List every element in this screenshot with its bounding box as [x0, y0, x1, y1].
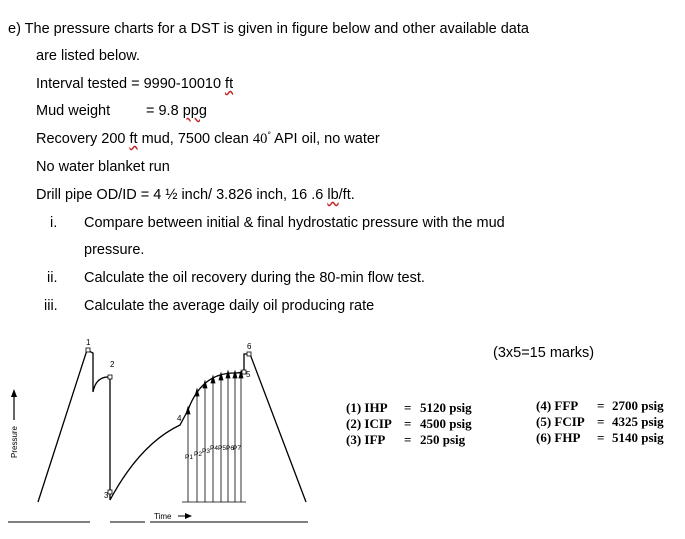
legend-ifp-value: 250 psig: [420, 432, 466, 447]
y-axis-label: Pressure: [10, 425, 19, 458]
point-label-2: 2: [110, 360, 115, 369]
pipe-a: Drill pipe OD/ID = 4 ½ inch/ 3.826 inch, 16 .6: [36, 187, 328, 203]
recovery-b: mud, 7500 clean: [137, 131, 253, 147]
flow-label-p3: P3: [202, 448, 210, 455]
flow-label-p7: P7: [233, 445, 241, 452]
flow-label-p4: P4: [210, 445, 218, 452]
task-number: iii.: [44, 298, 58, 314]
task-number: ii.: [47, 270, 58, 286]
point-1-marker: [86, 348, 90, 352]
recovery-c: API oil, no water: [270, 131, 380, 147]
legend-fcip-value: 4325 psig: [612, 414, 664, 429]
flow-label-p2: P2: [194, 451, 202, 458]
legend-fcip-eq: =: [597, 414, 605, 429]
recovery-ft: ft: [129, 131, 138, 147]
recovery-deg: 40: [252, 131, 268, 147]
legend-fhp-code: (6) FHP: [536, 430, 581, 445]
question-intro-line-2: are listed below.: [36, 48, 140, 64]
legend-ffp-code: (4) FFP: [536, 398, 579, 413]
y-axis-arrowhead: [11, 389, 17, 397]
interval-unit: ft: [225, 76, 234, 92]
legend-icip-value: 4500 psig: [420, 416, 472, 431]
point-6-marker: [247, 352, 251, 356]
x-axis-label: Time: [154, 512, 172, 521]
point-label-1: 1: [86, 338, 91, 347]
flow-arrows: [186, 371, 243, 502]
point-label-6: 6: [247, 342, 252, 351]
interval-label: Interval tested = 9990-10010: [36, 76, 226, 92]
mud-weight-label: Mud weight: [36, 103, 111, 119]
legend-ifp-eq: =: [404, 432, 412, 447]
recovery-a: Recovery 200: [36, 131, 130, 147]
legend-icip-code: (2) ICIP: [346, 416, 392, 431]
legend-ffp-value: 2700 psig: [612, 398, 664, 413]
task-number: i.: [50, 215, 58, 231]
point-label-5: 5: [246, 370, 251, 379]
legend-icip-eq: =: [404, 416, 412, 431]
flow-label-p6: P6: [226, 445, 234, 452]
point-3-marker: [108, 490, 112, 494]
legend-fhp-eq: =: [597, 430, 605, 445]
degree-mark: °: [267, 130, 271, 140]
task-text: Calculate the oil recovery during the 80-min flow test.: [84, 270, 425, 286]
point-label-3: 3: [104, 491, 109, 500]
legend-ihp-eq: =: [404, 400, 412, 415]
task-text: Compare between initial & final hydrostatic pressure with the mud: [84, 215, 505, 231]
task-text: Calculate the average daily oil producing rate: [84, 298, 375, 314]
point-2-marker: [108, 375, 112, 379]
marks-label: (3x5=15 marks): [493, 345, 595, 361]
water-blanket-line: No water blanket run: [36, 159, 170, 175]
pressure-curve: [38, 350, 306, 502]
flow-label-p5: P5: [218, 445, 226, 452]
pipe-b: /ft.: [338, 187, 355, 203]
mud-weight-eq: = 9.8: [146, 103, 183, 119]
legend-ffp-eq: =: [597, 398, 605, 413]
legend-ifp-code: (3) IFP: [346, 432, 386, 447]
point-label-4: 4: [177, 414, 182, 423]
legend-ihp-code: (1) IHP: [346, 400, 388, 415]
task-text-continued: pressure.: [84, 242, 145, 258]
legend-fhp-value: 5140 psig: [612, 430, 664, 445]
legend-ihp-value: 5120 psig: [420, 400, 472, 415]
flow-label-p1: P1: [185, 454, 193, 461]
pipe-unit: lb: [327, 187, 339, 203]
mud-weight-unit: ppg: [182, 103, 207, 119]
legend-fcip-code: (5) FCIP: [536, 414, 585, 429]
x-axis-arrowhead: [185, 513, 192, 519]
question-intro-line-1: e) The pressure charts for a DST is given in figure below and other available data: [8, 21, 529, 37]
